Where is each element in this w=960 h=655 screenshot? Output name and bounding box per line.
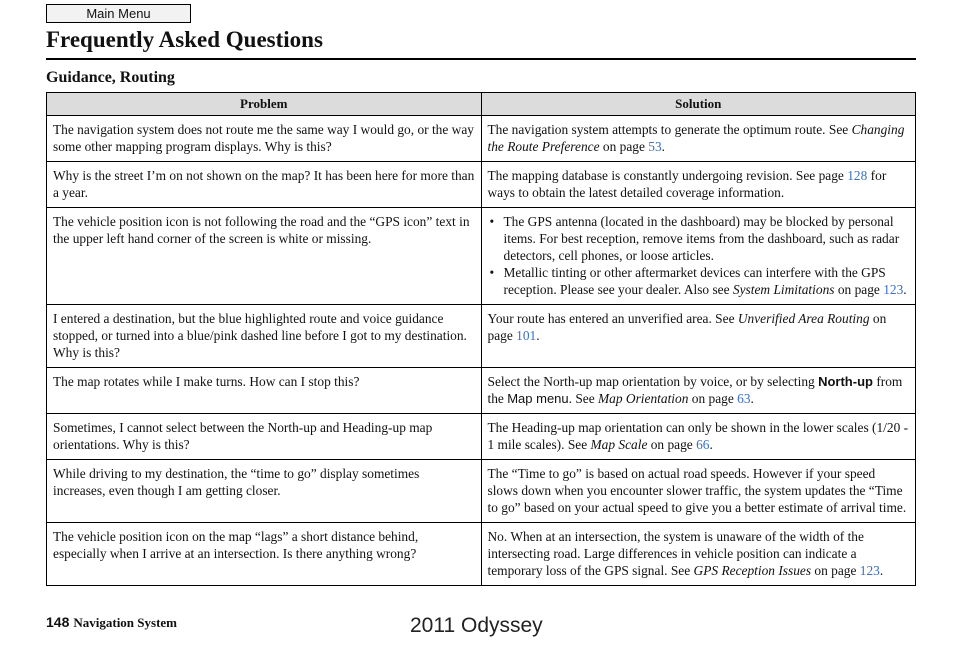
table-row	[47, 162, 916, 208]
solution-text: Select the North-up map orientation by voice, or by selecting	[487, 374, 819, 389]
title-divider	[46, 58, 916, 60]
faq-table	[46, 92, 916, 586]
reference-title: Unverified Area Routing	[737, 311, 870, 326]
page-link[interactable]: 63	[737, 391, 751, 406]
table-row	[47, 305, 916, 368]
footer-label: Navigation System	[73, 615, 177, 630]
solution-text: .	[709, 437, 713, 452]
page-link[interactable]: 128	[847, 168, 868, 183]
solution-text: Your route has entered an unverified area. See	[487, 311, 738, 326]
table-row	[47, 116, 916, 162]
solution-text: on page	[811, 563, 860, 578]
solution-text: on page	[688, 391, 738, 406]
problem-cell: The map rotates while I make turns. How can I stop this?	[47, 368, 482, 414]
solution-text: on page	[647, 437, 697, 452]
page-link[interactable]: 123	[859, 563, 880, 578]
header-solution: Solution	[481, 93, 916, 116]
page-number: 148	[46, 614, 70, 630]
solution-text: . See	[568, 391, 599, 406]
ui-label-map-menu: Map menu	[507, 391, 569, 406]
solution-bullet-list	[488, 213, 910, 298]
page-link[interactable]: 53	[648, 139, 662, 154]
ui-label-north-up: North-up	[818, 374, 873, 389]
solution-text: on page	[487, 311, 887, 343]
problem-cell: The vehicle position icon is not following the road and the “GPS icon” text in the upper left hand corner of the screen is white or missing.	[47, 208, 482, 305]
solution-cell	[481, 116, 916, 162]
list-item: • The GPS antenna (located in the dashboard) may be blocked by personal items. For best reception, remove items from the dashboard, such as radar detectors, cell phones, or loose articles.	[488, 213, 910, 264]
solution-cell: The “Time to go” is based on actual road speeds. However if your speed slows down when you encounter slower traffic, the system updates the “Time to go” based on your actual speed to give you a better estimate of arrival time.	[481, 460, 916, 523]
solution-text: .	[879, 563, 884, 578]
solution-text: No. When at an intersection, the system is unaware of the width of the intersecting road. Large differences in vehicle position can indicate a temporary loss of the GPS signal. See	[487, 529, 864, 578]
solution-cell	[481, 368, 916, 414]
table-row	[47, 414, 916, 460]
reference-title: Map Orientation	[598, 391, 689, 406]
solution-cell	[481, 414, 916, 460]
solution-cell	[481, 208, 916, 305]
solution-cell	[481, 523, 916, 586]
solution-cell	[481, 305, 916, 368]
solution-text: Metallic tinting or other aftermarket devices can interfere with the GPS reception. Please see your dealer. Also see	[503, 265, 886, 297]
page-footer	[46, 614, 177, 631]
solution-text: .	[903, 282, 907, 297]
solution-text: .	[661, 139, 665, 154]
table-row	[47, 208, 916, 305]
solution-text: The navigation system attempts to generate the optimum route. See	[487, 122, 852, 137]
page-link[interactable]: 101	[516, 328, 537, 343]
solution-cell	[481, 162, 916, 208]
solution-text: on page	[599, 139, 649, 154]
problem-cell: The vehicle position icon on the map “lags” a short distance behind, especially when I arrive at an intersection. Is there anything wrong?	[47, 523, 482, 586]
reference-title: GPS Reception Issues	[693, 563, 812, 578]
solution-text: for ways to obtain the latest detailed coverage information.	[487, 168, 887, 200]
reference-title: System Limitations	[732, 282, 835, 297]
reference-title: Changing the Route Preference	[487, 122, 905, 154]
table-row	[47, 460, 916, 523]
solution-text: .	[536, 328, 540, 343]
list-item	[488, 264, 910, 298]
page-title: Frequently Asked Questions	[46, 27, 323, 52]
watermark: 2011 Odyssey	[410, 614, 543, 637]
header-problem: Problem	[47, 93, 482, 116]
problem-cell: I entered a destination, but the blue highlighted route and voice guidance stopped, or turned into a blue/pink dashed line before I got to my destination. Why is this?	[47, 305, 482, 368]
problem-cell: Sometimes, I cannot select between the North-up and Heading-up map orientations. Why is this?	[47, 414, 482, 460]
problem-cell: The navigation system does not route me the same way I would go, or the way some other mapping program displays. Why is this?	[47, 116, 482, 162]
reference-title: Map Scale	[590, 437, 648, 452]
problem-cell: While driving to my destination, the “time to go” display sometimes increases, even though I am getting closer.	[47, 460, 482, 523]
solution-text: The Heading-up map orientation can only be shown in the lower scales (1/20 - 1 mile scales). See	[487, 420, 909, 452]
section-title: Guidance, Routing	[46, 69, 175, 86]
table-header-row	[47, 93, 916, 116]
table-row	[47, 368, 916, 414]
solution-text: on page	[834, 282, 884, 297]
solution-text: .	[750, 391, 754, 406]
solution-text: from the	[487, 374, 903, 406]
table-row	[47, 523, 916, 586]
main-menu-button[interactable]: Main Menu	[46, 4, 191, 23]
solution-text: The mapping database is constantly undergoing revision. See page	[487, 168, 848, 183]
problem-cell: Why is the street I’m on not shown on the map? It has been here for more than a year.	[47, 162, 482, 208]
page-link[interactable]: 123	[883, 282, 904, 297]
page-link[interactable]: 66	[696, 437, 710, 452]
